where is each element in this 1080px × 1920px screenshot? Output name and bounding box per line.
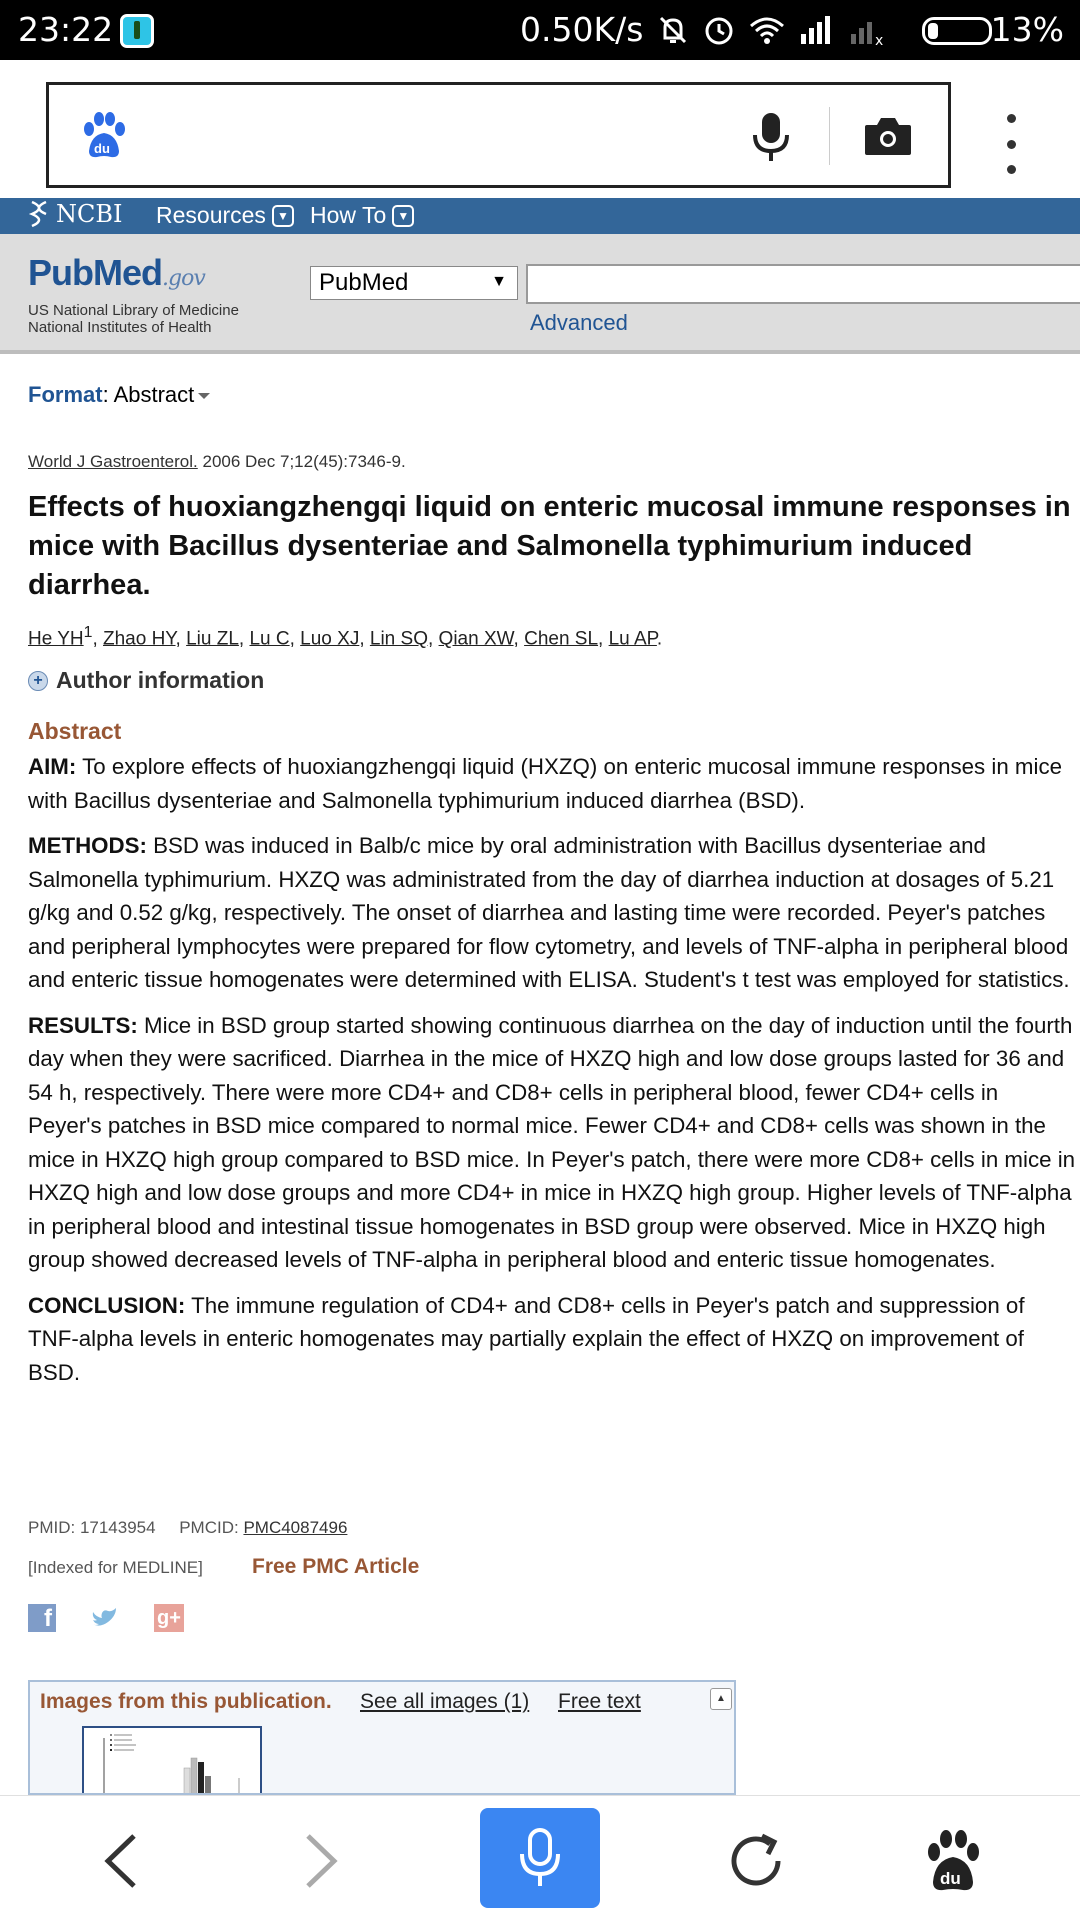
nlm-line-2: National Institutes of Health	[28, 319, 212, 336]
facebook-icon[interactable]: f	[28, 1604, 56, 1632]
identifiers	[28, 1518, 347, 1538]
ncbi-logo-text: NCBI	[56, 200, 123, 228]
section-label: METHODS:	[28, 833, 147, 858]
baidu-home-icon[interactable]	[918, 1826, 988, 1896]
back-icon[interactable]	[88, 1826, 158, 1896]
network-speed: 0.50K/s	[520, 10, 644, 49]
author-link[interactable]: Chen SL	[524, 628, 599, 650]
menu-how-to[interactable]	[310, 202, 414, 229]
author-link[interactable]: Luo XJ	[300, 628, 360, 650]
author-list: He $YH^1$, Zhao HY, Liu ZL, Lu C, Luo XJ, Lin SQ, Qian XW, Chen SL, Lu AP.	[28, 624, 663, 650]
author-information-label: Author information	[56, 667, 265, 693]
pmid: PMID: 17143954	[28, 1518, 156, 1537]
divider	[829, 107, 830, 165]
address-bar[interactable]	[46, 82, 951, 188]
author-link[interactable]: He YH	[28, 628, 84, 650]
menu-resources[interactable]	[156, 202, 294, 229]
menu-how-to-label: How To	[310, 202, 387, 228]
advanced-search-link[interactable]: Advanced	[530, 310, 628, 335]
voice-input-button[interactable]	[480, 1808, 600, 1908]
dropdown-arrow-icon: ▼	[491, 273, 507, 290]
format-value: : Abstract	[102, 382, 195, 407]
figure-thumbnail-image	[84, 1728, 260, 1795]
status-time: 23:22	[18, 10, 114, 49]
pmcid-link[interactable]: PMC4087496	[243, 1518, 348, 1537]
app-notification-icon	[120, 14, 154, 48]
baidu-paw-icon	[79, 111, 129, 161]
citation-details: 2006 Dec 7;12(45):7346-9.	[197, 452, 406, 471]
format-selector[interactable]	[28, 382, 210, 408]
microphone-icon	[516, 1826, 564, 1890]
camera-icon[interactable]	[863, 115, 913, 157]
author-link[interactable]: Lu C	[249, 628, 290, 650]
section-text: The immune regulation of CD4+ and CD8+ cells in Peyer's patch and suppression of TNF-alpha levels in enteric homogenates may partially explain the effect of HXZQ on improvement of BSD.	[28, 1292, 1025, 1385]
author-link[interactable]: Lu AP	[608, 628, 657, 650]
bottom-navigation	[0, 1795, 1080, 1920]
abstract-conclusion	[28, 1289, 1078, 1390]
mute-icon	[655, 12, 691, 48]
section-text: BSD was induced in Balb/c mice by oral administration with Bacillus dysenteriae and Salmonella typhimurium. HXZQ was administrated from the day of diarrhea induction at dosages of 5.21 g/kg and 0.52 g/kg, respectively. The onset of diarrhea and lasting time were recorded. Peyer's patches and peripheral lymphocytes were prepared for flow cytometry, and levels of TNF-alpha in peripheral blood and enteric tissue homogenates were determined with ELISA. Student's t test was employed for statistics.	[28, 833, 1070, 992]
voice-search-icon[interactable]	[749, 111, 793, 163]
ncbi-logo[interactable]	[28, 200, 122, 228]
pubmed-logo-gov: .gov	[162, 266, 205, 291]
svg-text:x: x	[875, 33, 884, 48]
expand-plus-icon: +	[28, 671, 48, 691]
images-panel	[28, 1680, 736, 1795]
section-label: CONCLUSION:	[28, 1292, 186, 1318]
section-label: RESULTS:	[28, 1012, 138, 1038]
nlm-line-1: US National Library of Medicine	[28, 302, 239, 319]
pubmed-logo[interactable]	[28, 252, 205, 294]
chevron-down-icon: ▼	[392, 205, 414, 227]
free-pmc-article-link[interactable]: Free PMC Article	[252, 1555, 420, 1578]
images-panel-title: Images from this publication.	[40, 1690, 332, 1713]
social-share	[28, 1604, 184, 1632]
ncbi-header	[0, 198, 1080, 234]
svg-text:du: du	[94, 141, 110, 156]
browser-toolbar	[0, 60, 1080, 198]
section-label: AIM:	[28, 754, 77, 779]
refresh-icon[interactable]	[722, 1826, 792, 1896]
nlm-subtitle	[28, 302, 239, 336]
alarm-icon	[701, 12, 737, 48]
svg-text:du: du	[940, 1869, 961, 1888]
section-text: To explore effects of huoxiangzhengqi liquid (HXZQ) on enteric mucosal immune responses in mice with Bacillus dysenteriae and Salmonella typhimurium induced diarrhea (BSD).	[28, 754, 1062, 813]
journal-link[interactable]: World J Gastroenterol.	[28, 452, 198, 471]
author-link[interactable]: Qian XW	[438, 628, 514, 650]
battery-percent: 13%	[990, 10, 1064, 49]
status-icons	[655, 12, 887, 48]
abstract-methods	[28, 829, 1078, 997]
article-title: Effects of huoxiangzhengqi liquid on enteric mucosal immune responses in mice with Bacillus dysenteriae and Salmonella typhimurium induced diarrhea.	[28, 491, 1071, 601]
free-text-link[interactable]: Free text	[558, 1690, 641, 1713]
google-plus-icon[interactable]: g+	[154, 1604, 184, 1632]
wifi-icon	[747, 12, 787, 48]
abstract-aim	[28, 750, 1078, 817]
pmcid-label: PMCID:	[179, 1518, 244, 1537]
author-information-toggle[interactable]	[28, 667, 264, 694]
author-link[interactable]: Zhao HY	[103, 628, 176, 650]
pubmed-header	[0, 234, 1080, 354]
forward-icon[interactable]	[284, 1826, 354, 1896]
format-label: Format	[28, 382, 103, 407]
abstract-body	[28, 750, 1078, 1401]
author-link[interactable]: Liu ZL	[186, 628, 239, 650]
affiliation-sup: 1	[83, 624, 93, 641]
signal-no-sim-icon	[847, 12, 887, 48]
indexed-medline: [Indexed for MEDLINE]	[28, 1558, 203, 1577]
search-input[interactable]	[526, 264, 1080, 304]
collapse-icon[interactable]: ▲	[710, 1688, 732, 1710]
battery-icon	[922, 17, 992, 45]
ncbi-helix-icon	[28, 200, 50, 228]
see-all-images-link[interactable]: See all images (1)	[360, 1690, 530, 1713]
abstract-heading: Abstract	[28, 718, 122, 744]
pubmed-logo-text: PubMed	[28, 252, 162, 293]
abstract-results	[28, 1009, 1078, 1277]
citation	[28, 452, 406, 472]
author-link[interactable]: Lin SQ	[369, 628, 428, 650]
caret-down-icon	[198, 393, 210, 399]
more-options-icon[interactable]	[996, 114, 1026, 174]
database-select-value: PubMed	[319, 269, 409, 296]
database-select[interactable]	[310, 266, 518, 300]
signal-icon	[797, 12, 837, 48]
section-text: Mice in BSD group started showing continuous diarrhea on the day of induction until the fourth day when they were sacrificed. Diarrhea in the mice of HXZQ high and low dose groups lasted for 36 and 54 h, respectively. There were more CD4+ and CD8+ cells in peripheral blood, fewer CD4+ cells in Peyer's patches in BSD mice compared to normal mice. Fewer CD4+ and CD8+ cells was shown in the mice in HXZQ high group compared to BSD mice. In Peyer's patch, there were more CD8+ cells in mice in HXZQ high and low dose groups and more CD4+ in mice in HXZQ high group. Higher levels of TNF-alpha in peripheral blood and intestinal tissue homogenates in BSD group were observed. Mice in HXZQ high group showed decreased levels of TNF-alpha in peripheral blood and enteric tissue homogenates.	[28, 1012, 1076, 1272]
menu-resources-label: Resources	[156, 202, 266, 228]
chevron-down-icon: ▼	[272, 205, 294, 227]
figure-thumbnail[interactable]	[82, 1726, 262, 1795]
status-bar	[0, 0, 1080, 60]
twitter-icon[interactable]	[90, 1604, 120, 1632]
